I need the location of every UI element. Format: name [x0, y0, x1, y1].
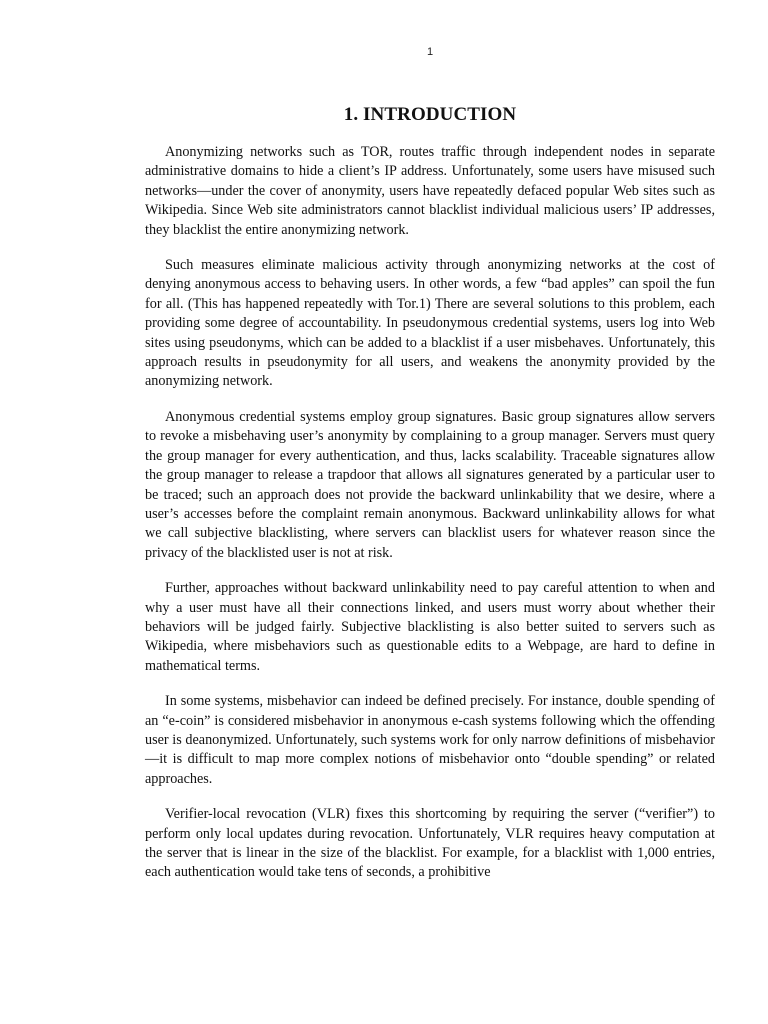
section-heading: 1. INTRODUCTION — [343, 104, 517, 125]
paragraph-3: Anonymous credential systems employ group signatures. Basic group signatures allow servers to revoke a misbehaving user’s anonymity by complaining to a group manager. Servers must query the group manager for every authentication, and thus, lacks scalability. Traceable signatures allow the group manager to release a trapdoor that allows all signatures generated by a particular user to be traced; such an approach does not provide the backward unlinkability that we desire, where a user’s accesses before the complaint remain anonymous. Backward unlinkability allows for what we call subjective blacklisting, where servers can blacklist users for whatever reason since the privacy of the blacklisted user is not at risk. — [145, 408, 715, 561]
paragraph-5: In some systems, misbehavior can indeed be defined precisely. For instance, double spending of an “e-coin” is considered misbehavior in anonymous e-cash systems following which the offending user is deanonymized. Unfortunately, such systems work for only narrow definitions of misbehavior—it is difficult to map more complex notions of misbehavior onto “double spending” or related approaches. — [145, 693, 715, 787]
page-number: 1 — [426, 46, 434, 58]
paragraph-2: Such measures eliminate malicious activity through anonymizing networks at the cost of denying anonymous access to behaving users. In other words, a few “bad apples” can spoil the fun for all. (This has happened repeatedly with Tor.1) There are several solutions to this problem, each providing some degree of accountability. In pseudonymous credential systems, users log into Web sites using pseudonyms, which can be added to a blacklist if a user misbehaves. Unfortunately, this approach results in pseudonymity for all users, and weakens the anonymity provided by the anonymizing network. — [145, 257, 715, 390]
page-content — [145, 104, 715, 899]
paragraph-6: Verifier-local revocation (VLR) fixes this shortcoming by requiring the server (“verifier”) to perform only local updates during revocation. Unfortunately, VLR requires heavy computation at the server that is linear in the size of the blacklist. For example, for a blacklist with 1,000 entries, each authentication would take tens of seconds, a prohibitive — [145, 806, 715, 881]
paragraph-1: Anonymizing networks such as TOR, routes traffic through independent nodes in separate administrative domains to hide a client’s IP address. Unfortunately, some users have misused such networks—under the cover of anonymity, users have repeatedly defaced popular Web sites such as Wikipedia. Since Web site administrators cannot blacklist individual malicious users’ IP addresses, they blacklist the entire anonymizing network. — [145, 144, 715, 238]
paragraph-4: Further, approaches without backward unlinkability need to pay careful attention to when and why a user must have all their connections linked, and users must worry about whether their behaviors will be judged fairly. Subjective blacklisting is also better suited to servers such as Wikipedia, where misbehaviors such as questionable edits to a Webpage, are hard to define in mathematical terms. — [145, 580, 715, 674]
